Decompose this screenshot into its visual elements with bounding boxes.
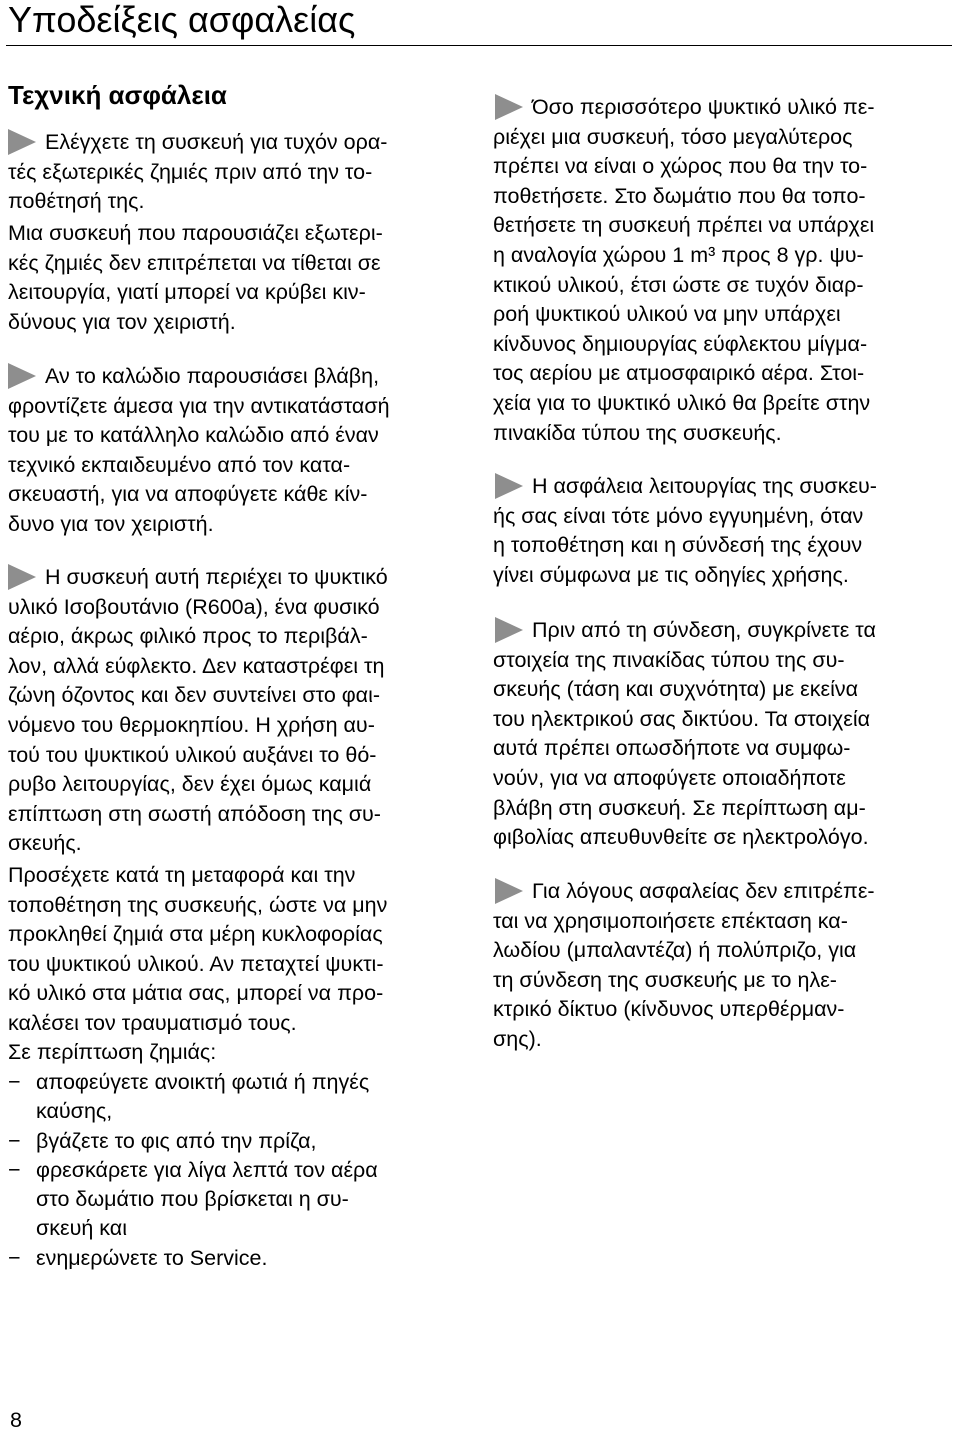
list-item-text: ενημερώνετε το Service. xyxy=(36,1245,268,1270)
dash-marker: − xyxy=(8,1245,21,1270)
damage-steps-list xyxy=(8,1068,378,1273)
list-item-text: βγάζετε το φις από την πρίζα, xyxy=(36,1128,317,1153)
safety-note-text: Πριν από τη σύνδεση, συγκρίνετε τα στοιχεία της πινακίδας τύπου της συ- σκευής (τάση και συχνότητα) με εκείνα του ηλεκτρικού σας δικτύου. Τα στοιχεία αυτά πρέπει οπωσδήποτε να συμφω- νούν, για να αποφύγετε οποιαδήποτε βλάβη στη συσκευή. Σε περίπτωση αμ- φιβολίας απευθυνθείτε σε ηλεκτρολόγο. xyxy=(493,618,876,850)
safety-note-text: Όσο περισσότερο ψυκτικό υλικό πε- ριέχει μια συσκευή, τόσο μεγαλύτερος πρέπει να είναι ο χώρος που θα την το- ποθετήσετε. Στο δωμάτιο που θα τοπο- θετήσετε τη συσκευή πρέπει να υπάρχει η αναλογία χώρου 1 m³ προς 8 γρ. ψυ- κτικού υλικού, έτσι ώστε σε τυχόν διαρ- ροή ψυκτικού υλικού να μην υπάρχει κίνδυνος δημιουργίας εύφλεκτου μίγμα- τος αερίου με ατμοσφαιρικό αέρα. Στοι- χεία για το ψυκτικό υλικό θα βρείτε στην πινακίδα τύπου της συσκευής. xyxy=(493,95,875,445)
list-item xyxy=(8,1068,378,1127)
list-item xyxy=(8,1244,378,1273)
damage-steps-intro-text: Σε περίπτωση ζημιάς: xyxy=(8,1040,217,1064)
page-number: 8 xyxy=(10,1408,22,1432)
safety-note-text: Προσέχετε κατά τη μεταφορά και την τοποθέτηση της συσκευής, ώστε να μην προκληθεί ζημιά στα μέρη κυκλοφορίας του ψυκτικού υλικού. Αν πεταχτεί ψυκτι- κό υλικό στα μάτια σας, μπορεί να προ- καλέσει τον τραυματισμό τους. xyxy=(8,863,388,1035)
dash-marker: − xyxy=(8,1070,21,1094)
safety-note-installation xyxy=(493,472,877,590)
dash-marker: − xyxy=(8,1128,21,1153)
triangle-right-icon xyxy=(495,878,523,904)
safety-note-damage-check-continuation xyxy=(8,219,383,337)
safety-note-text: Για λόγους ασφαλείας δεν επιτρέπε- ται να χρησιμοποιήσετε επέκταση κα- λωδίου (μπαλαντέζα) ή πολύπριζο, για τη σύνδεση της συσκευής με το ηλε- κτρικό δίκτυο (κίνδυνος υπερθέρμαν- σης). xyxy=(493,879,875,1051)
list-item xyxy=(8,1127,378,1156)
triangle-right-icon xyxy=(495,617,523,643)
section-heading-technical-safety: Τεχνική ασφάλεια xyxy=(8,80,227,110)
triangle-right-icon xyxy=(8,564,36,590)
dash-marker: − xyxy=(8,1157,21,1182)
safety-note-rating-plate xyxy=(493,616,876,853)
safety-note-text: Η ασφάλεια λειτουργίας της συσκευ- ής σας είναι τότε μόνο εγγυημένη, όταν η τοποθέτηση και η σύνδεσή της έχουν γίνει σύμφωνα με τις οδηγίες χρήσης. xyxy=(493,474,877,587)
list-item xyxy=(8,1156,378,1244)
safety-note-text: Αν το καλώδιο παρουσιάσει βλάβη, φροντίζετε άμεσα για την αντικατάστασή του με το κατάλληλο καλώδιο από έναν τεχνικό εκπαιδευμένο από τον κατα- σκευαστή, για να αποφύγετε κάθε κίν- δυνο για τον χειριστή. xyxy=(8,364,390,536)
triangle-right-icon xyxy=(8,129,36,155)
page-title: Υποδείξεις ασφαλείας xyxy=(8,0,356,40)
safety-note-text: Μια συσκευή που παρουσιάζει εξωτερι- κές ζημιές δεν επιτρέπεται να τίθεται σε λειτουργία, γιατί μπορεί να κρύβει κιν- δύνους για τον χειριστή. xyxy=(8,221,383,334)
damage-steps-intro xyxy=(8,1038,216,1068)
safety-note-damage-check xyxy=(8,128,387,217)
triangle-right-icon xyxy=(8,363,36,389)
safety-note-text: Ελέγχετε τη συσκευή για τυχόν ορα- τές εξωτερικές ζημιές πριν από την το- ποθέτησή της. xyxy=(8,130,388,214)
triangle-right-icon xyxy=(495,473,523,499)
safety-note-extension-cable xyxy=(493,877,875,1055)
triangle-right-icon xyxy=(495,94,523,120)
safety-note-room-size xyxy=(493,93,875,448)
safety-note-power-cable xyxy=(8,362,390,540)
list-item-text: αποφεύγετε ανοικτή φωτιά ή πηγές καύσης, xyxy=(36,1070,370,1124)
safety-note-text: Η συσκευή αυτή περιέχει το ψυκτικό υλικό Ισοβουτάνιο (R600a), ένα φυσικό αέριο, άκρως φιλικό προς το περιβάλ- λον, αλλά εύφλεκτο. Δεν καταστρέφει τη ζώνη όζοντος και δεν συντείνει στο φαι- νόμενο του θερμοκηπίου. Η χρήση αυ- τού του ψυκτικού υλικού αυξάνει το θό- ρυβο λειτουργίας, δεν έχει όμως καμιά επίπτωση στη σωστή απόδοση της συ- σκευής. xyxy=(8,565,388,856)
title-divider xyxy=(6,45,952,46)
safety-note-transport xyxy=(8,861,387,1039)
safety-note-refrigerant xyxy=(8,563,388,859)
list-item-text: φρεσκάρετε για λίγα λεπτά τον αέρα στο δωμάτιο που βρίσκεται η συ- σκευή και xyxy=(36,1157,378,1241)
